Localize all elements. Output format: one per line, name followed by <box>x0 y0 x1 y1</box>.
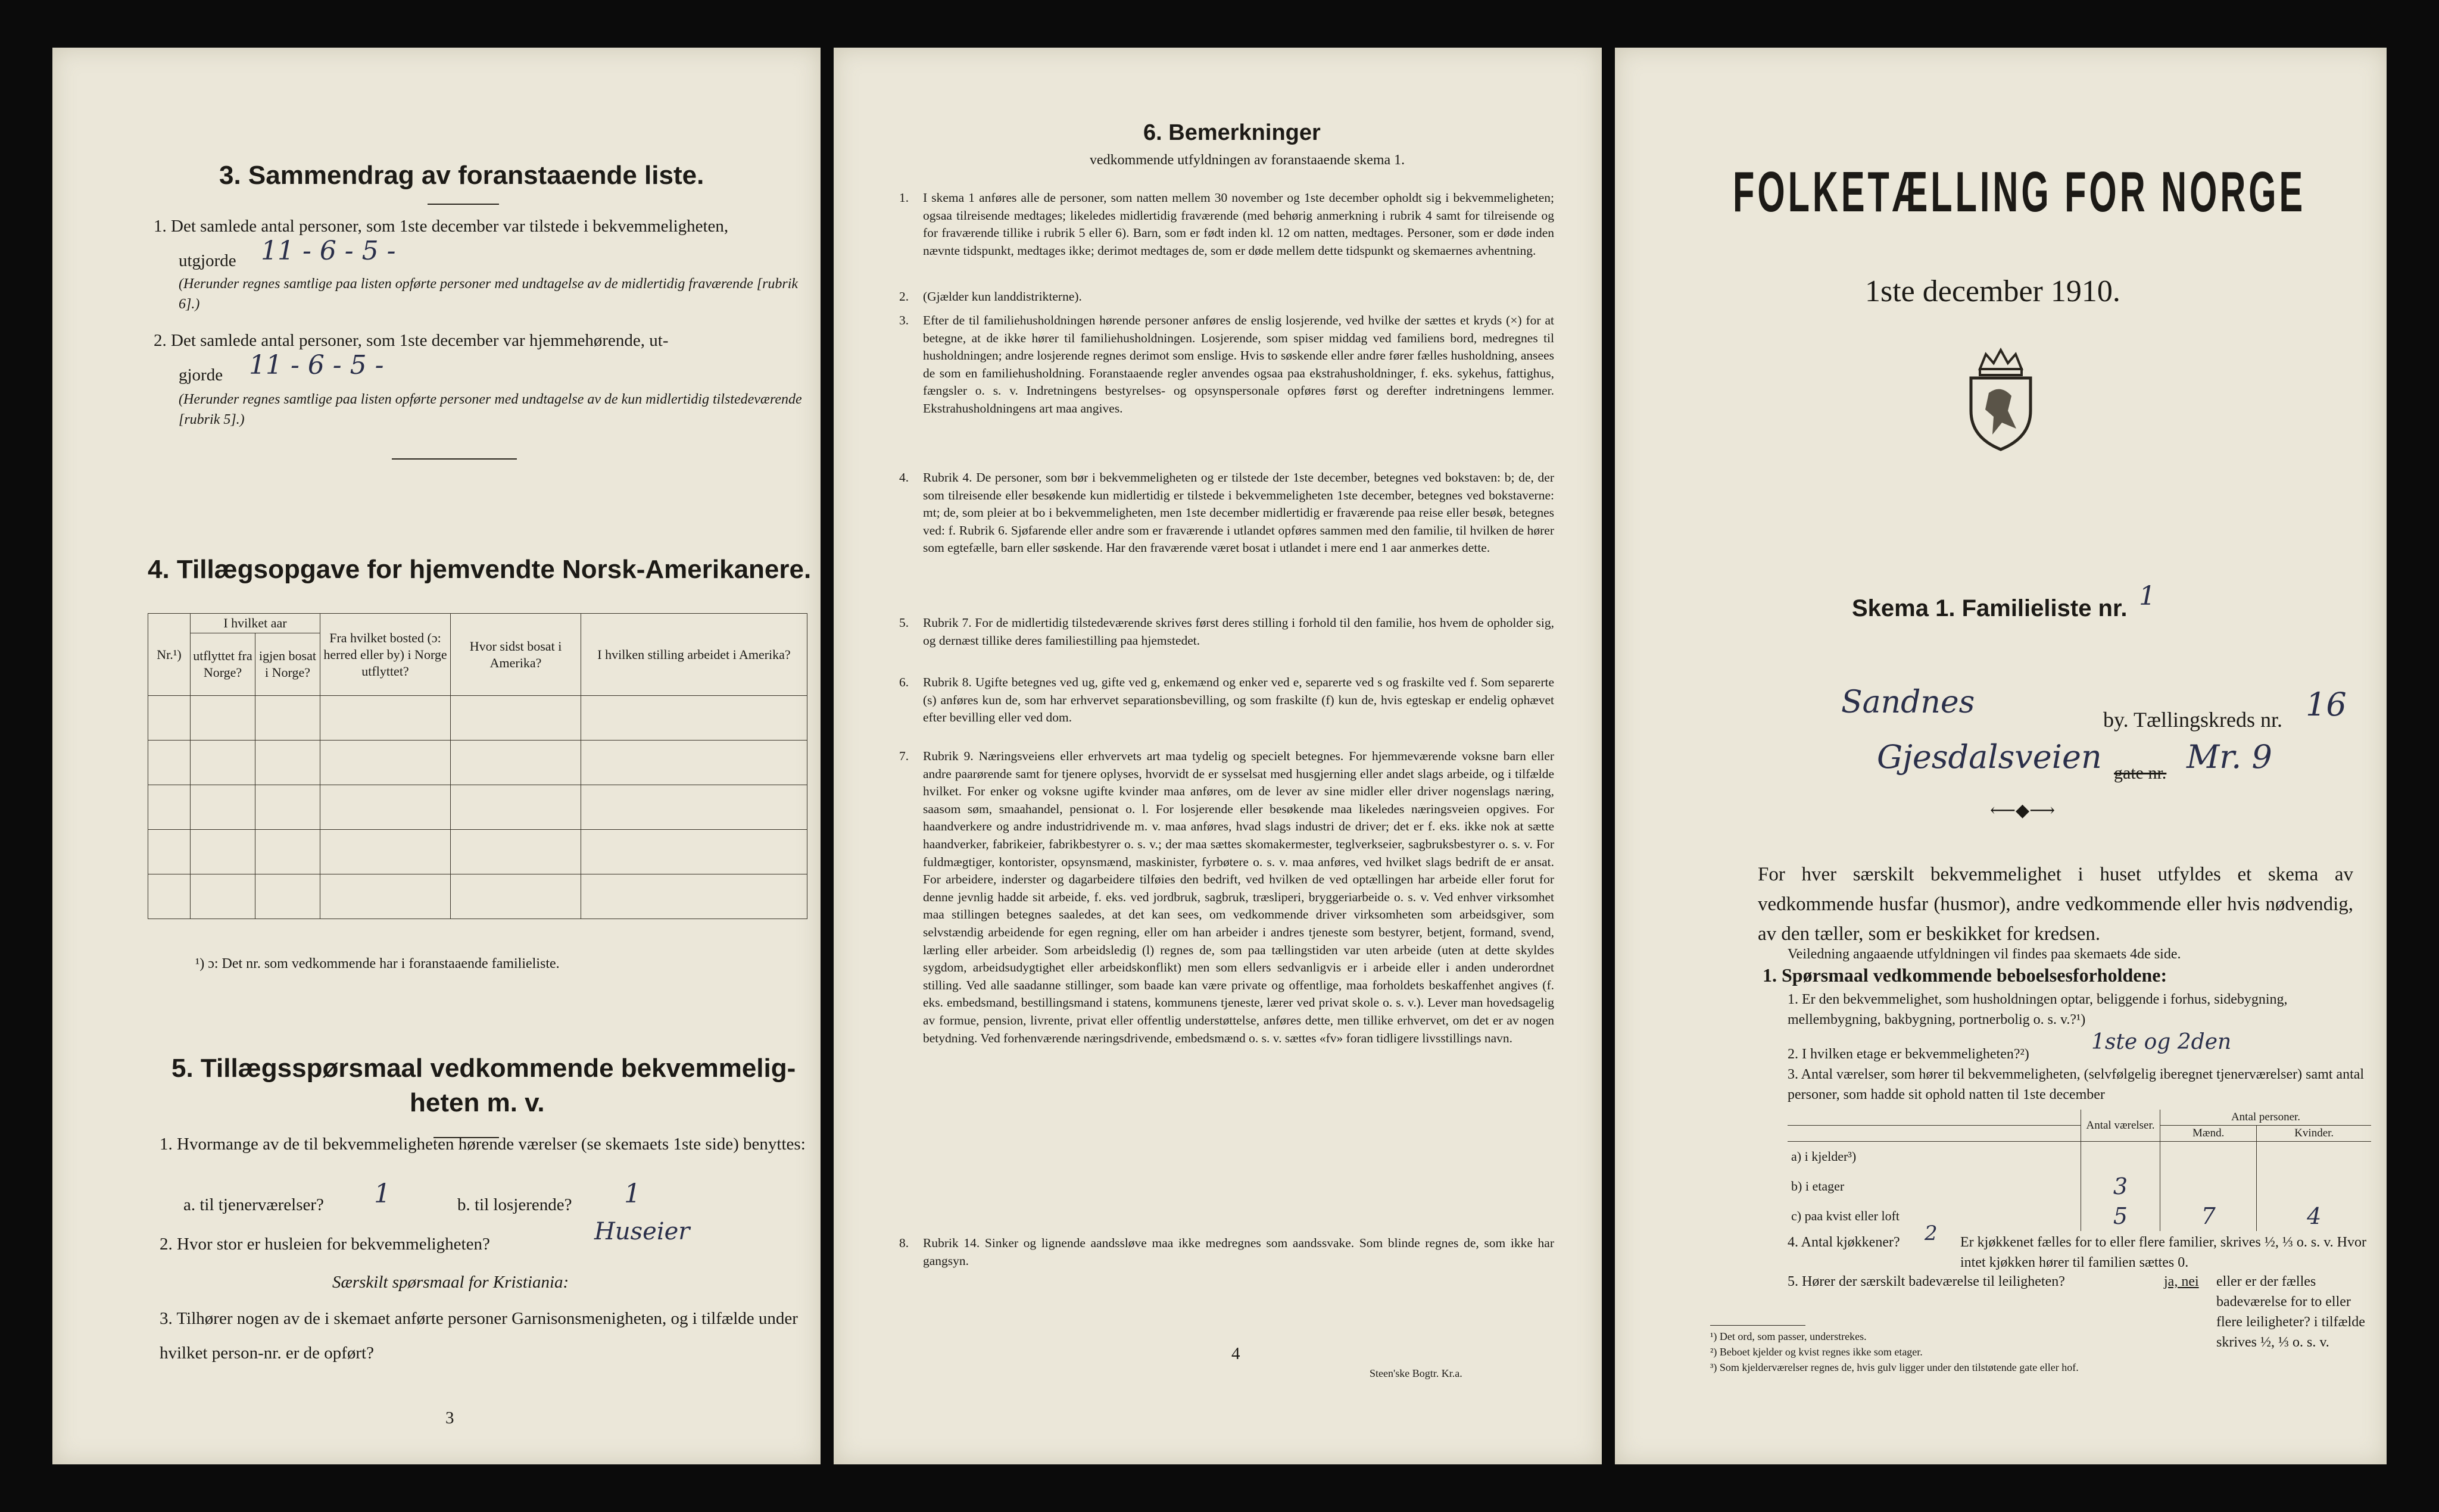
section-3-title: 3. Sammendrag av foranstaaende liste. <box>219 161 704 190</box>
q1-3: 3. Antal værelser, som hører til bekvemmeligheten, (selvfølgelig iberegnet tjenerværelser) samt antal personer, som hadde sit ophold natten til 1ste december <box>1788 1067 2365 1102</box>
h-persons: Antal personer. <box>2160 1110 2372 1126</box>
women-value <box>2257 1142 2371 1172</box>
q1-2: 2. I hvilken etage er bekvemmeligheten?²) <box>1788 1046 2029 1062</box>
q5-1a-value: 1 <box>374 1179 391 1209</box>
footnote-1: ¹) Det ord, som passer, understrekes. <box>1710 1330 1867 1342</box>
footnote-2: ²) Beboet kjelder og kvist regnes ikke som etager. <box>1710 1346 1923 1358</box>
remark-text: Rubrik 8. Ugifte betegnes ved ug, gifte ved g, enkemænd og enker ved e, separerte ved s og fraskilte ved f. Som separerte (s) anføres kun de, som har erhvervet separationsbevilling, og som fraskilte (f) kun de, hvis egteskap er endelig ophævet efter bevilling eller ved dom. <box>923 675 1554 725</box>
remark-number: 6. <box>899 675 909 689</box>
familieliste-nr-value: 1 <box>2139 581 2156 611</box>
remark-text: Rubrik 4. De personer, som bør i bekvemmeligheten og er tilstede der 1ste december, betegnes ved bokstaven: b; de, der som tilreisende eller besøkende kun midlertidig er tilstede i bekvemmeligheten 1ste december, betegnes ved bokstaverne: mt; de, som pleier at bo i bekvemmeligheten, men 1ste december midlertidig er fraværende paa reise eller besøk, betegnes ved: f. Rubrik 6. Sjøfarende eller andre som er fraværende i utlandet opføres sammen med den familie, til hvilken de hører som egtefælle, barn eller søskende. Har den fraværende været bosat i utlandet i mere end 1 aar anmerkes dette. <box>923 470 1554 555</box>
q2-value: 11 - 6 - 5 - <box>249 350 384 380</box>
col-bosat: igjen bosat i Norge? <box>255 633 320 696</box>
remark-item <box>899 288 1554 306</box>
col-utflyttet: utflyttet fra Norge? <box>191 633 255 696</box>
table-row <box>1788 1142 2371 1172</box>
remark-item <box>899 674 1554 727</box>
page-3 <box>52 48 821 1464</box>
q1-heading: 1. Spørsmaal vedkommende beboelsesforholdene: <box>1763 964 2167 986</box>
remark-item <box>899 748 1554 1047</box>
remark-number: 8. <box>899 1236 909 1250</box>
by-value: Sandnes <box>1841 685 1975 720</box>
veiledning: Veiledning angaaende utfyldningen vil findes paa skemaets 4de side. <box>1788 946 2181 962</box>
remark-number: 4. <box>899 470 909 485</box>
remark-number: 2. <box>899 289 909 304</box>
q5-2: 2. Hvor stor er husleien for bekvemmeligheten? <box>160 1235 490 1254</box>
men-value: 7 <box>2160 1201 2257 1231</box>
section-5-title-line2: heten m. v. <box>410 1088 545 1117</box>
q5-2-value: Huseier <box>594 1218 690 1245</box>
divider <box>1710 1325 1805 1326</box>
q2-utgjorde: gjorde <box>179 365 223 385</box>
q5-1b-value: 1 <box>624 1179 641 1209</box>
women-value: 4 <box>2257 1201 2371 1231</box>
norwegian-coat-of-arms-icon <box>1959 345 2042 452</box>
sec4-footnote: ¹) ɔ: Det nr. som vedkommende har i foranstaaende familieliste. <box>195 956 560 971</box>
q1-1: 1. Er den bekvemmelighet, som husholdningen optar, beliggende i forhus, sidebygning, mellembygning, bakbygning, portnerbolig o. s. v.?¹) <box>1788 992 2288 1027</box>
row-label: a) i kjelder³) <box>1791 1149 1857 1164</box>
q1-4-value: 2 <box>1925 1222 1938 1245</box>
remark-text: Efter de til familiehusholdningen hørende personer anføres de enslig losjerende, ved hvilke der sættes et kryds (×) for at betegne, at de ikke hører til familiehusholdningen. Losjerende, som spiser middag ved familiens bord, medregnes til husholdningen; andre losjerende regnes derimot som enslige. Hvis to søskende eller andre fører fælles husholdning, ansees de som en familiehusholdning. Foranstaaende regler anvendes ogsaa paa ekstrahusholdninger, f. eks. sykehus, fattighus, fængsler o. s. v. Indretningens bestyrelses- og opsynspersonale opføres først og derefter indretningens lemmer. Ekstrahusholdningens art maa angives. <box>923 313 1554 416</box>
ornament: ⟵◆⟶ <box>1990 801 2056 820</box>
page-number: 3 <box>445 1408 454 1427</box>
remark-number: 5. <box>899 616 909 630</box>
q1-2-value: 1ste og 2den <box>2091 1030 2232 1054</box>
rooms-value: 5 <box>2081 1201 2160 1231</box>
page-number: 4 <box>1231 1344 1240 1363</box>
section-5-title-line1: 5. Tillægsspørsmaal vedkommende bekvemmelig- <box>171 1054 796 1083</box>
census-date: 1ste december 1910. <box>1865 274 2120 308</box>
q5-1: 1. Hvormange av de til bekvemmeligheten hørende værelser (se skemaets 1ste side) benyttes: <box>160 1135 806 1154</box>
table-row <box>148 785 807 830</box>
gate-label: gate nr. <box>2114 763 2167 783</box>
intro-text: For hver særskilt bekvemmelighet i huset utfyldes et skema av vedkommende husfar (husmor), andre vedkommende eller hvis nødvendig, av den tæller, som er beskikket for kredsen. <box>1758 864 2353 945</box>
remark-number: 7. <box>899 749 909 763</box>
col-nr: Nr.¹) <box>148 614 191 696</box>
gate-nr-value: Mr. 9 <box>2187 738 2272 776</box>
table-row <box>148 874 807 919</box>
q1-5-value: ja, nei <box>2164 1274 2199 1289</box>
table-row <box>148 696 807 741</box>
bemerkninger-subtitle: vedkommende utfyldningen av foranstaaende skema 1. <box>1090 152 1405 168</box>
q2-note: (Herunder regnes samtlige paa listen opførte personer med undtagelse av de kun midlertidig tilstedeværende [rubrik 5].) <box>179 392 802 427</box>
bemerkninger-title: 6. Bemerkninger <box>1143 120 1321 145</box>
remark-text: (Gjælder kun landdistrikterne). <box>923 289 1082 304</box>
col-group: I hvilket aar <box>191 614 320 633</box>
rooms-persons-table <box>1788 1110 2371 1231</box>
remark-text: Rubrik 7. For de midlertidig tilstedeværende skrives først deres stilling i forhold til den familie, hos hvem de opholder sig, og dernæst tillike deres familiestilling paa hjemstedet. <box>923 616 1554 648</box>
men-value <box>2160 1172 2257 1201</box>
q1-5: 5. Hører der særskilt badeværelse til leiligheten? <box>1788 1274 2065 1289</box>
row-label: b) i etager <box>1791 1179 1845 1194</box>
q1-note: (Herunder regnes samtlige paa listen opførte personer med undtagelse av de midlertidig fraværende [rubrik 6].) <box>179 276 799 312</box>
remark-item <box>899 312 1554 418</box>
q5-1a: a. til tjenerværelser? <box>183 1195 324 1214</box>
remark-number: 3. <box>899 313 909 327</box>
col-sidst: Hvor sidst bosat i Amerika? <box>451 614 581 696</box>
remark-text: Rubrik 14. Sinker og lignende aandssløve maa ikke medregnes som aandssvake. Som blinde regnes de, som ikke har gangsyn. <box>923 1236 1554 1268</box>
women-value <box>2257 1172 2371 1201</box>
q5-1b: b. til losjerende? <box>457 1195 572 1214</box>
remark-text: I skema 1 anføres alle de personer, som natten mellem 30 november og 1ste december opholdt sig i bekvemmeligheten; ogsaa tilreisende medtages; likeledes midlertidig fraværende (med behørig anmerkning i rubrik 4 samt for tilreisende og for fraværende tillike i rubrik 5 eller 6). Barn, som er født inden kl. 12 om natten, medtages. Personer, som er døde inden nævnte tidspunkt, medtages ikke; derimot medtages de, som er døde mellem dette tidspunkt og skemaernes avhentning. <box>923 190 1554 258</box>
divider <box>392 458 517 460</box>
skema-label: Skema 1. Familieliste nr. <box>1852 595 2128 621</box>
divider <box>428 204 499 205</box>
by-label: by. Tællingskreds nr. <box>2103 708 2283 732</box>
men-value <box>2160 1142 2257 1172</box>
row-label: c) paa kvist eller loft <box>1791 1208 1900 1223</box>
norsk-amerikanere-table <box>148 613 807 919</box>
table-row <box>1788 1201 2371 1231</box>
remark-text: Rubrik 9. Næringsveiens eller erhvervets art maa tydelig og specielt betegnes. For hjemmeværende voksne barn eller andre paarørende samt for tjenere oplyses, hvorvidt de er sysselsat med husgjerning eller andet slags arbeide, og i tilfælde hvilket. For enker og voksne ugifte kvinder maa anføres, om de lever av sine midler eller driver nogenslags næring, saasom søm, smaahandel, pensionat o. l. For losjerende eller besøkende maa likeledes næringsveien opgives. For haandverkere og andre industridrivende m. v. maa anføres, hvad slags industri de driver; det er f. eks. ikke nok at sætte haandverker, fabrikeier, fabrikbestyrer o. s. v.; der maa sættes skomakermester, teglverkseier, sagbruksbestyrer o. s. v. For fuldmægtiger, kontorister, opsynsmænd, maskinister, fyrbøtere o. s. v. maa anføres, ved hvilket slags bedrift de er ansat. For arbeidere, inderster og dagarbeidere tilføies den bedrift, ved hvilken de ved optællingen har arbeide eller forut for denne jevnlig hadde sit arbeide, f. eks. ved jordbruk, sagbruk, træsliperi, bryggeriarbeide o. s. v. Ved enhver virksomhet maa stillingen betegnes saaledes, at det kan sees, om vedkommende driver virksomheten som arbeidsgiver, som selvstændig arbeidende for egen regning, eller om han arbeider i andres tjeneste som bestyrer, betjent, formand, svend, lærling eller arbeider. Som arbeidsledig (l) regnes de, som paa tællingstiden var uten arbeide (uten at dette skyldes sygdom, arbeidsudygtighet eller arbeidskonflikt) men som ellers sedvanligvis er i arbeide eller i anden underordnet stilling. Ved alle saadanne stillinger, som baade kan være private og offentlige, maa forholdets beskaffenhet angives (f. eks. embedsmand, bestillingsmand i statens, kommunens tjeneste, lærer ved privat skole o. s. v.). Lever man hovedsagelig av formue, pension, livrente, privat eller offentlig understøttelse, anføres dette, men tillike erhvervet, om det er av nogen betydning. Ved forhenværende næringsdrivende, embedsmænd o. s. v. sættes «fv» foran tidligere livsstillings navn. <box>923 749 1554 1045</box>
table-row <box>148 741 807 785</box>
remark-item <box>899 614 1554 649</box>
h-rooms: Antal værelser. <box>2081 1110 2160 1142</box>
page-1 <box>1615 48 2387 1464</box>
kristiania-note: Særskilt spørsmaal for Kristiania: <box>332 1273 569 1292</box>
table-row <box>148 830 807 874</box>
q2-text: 2. Det samlede antal personer, som 1ste december var hjemmehørende, ut- <box>154 331 669 350</box>
q1-text: 1. Det samlede antal personer, som 1ste december var tilstede i bekvemmeligheten, <box>154 217 729 236</box>
gate-value: Gjesdalsveien <box>1877 738 2102 776</box>
q1-4: 4. Antal kjøkkener? <box>1788 1235 1900 1250</box>
kreds-value: 16 <box>2306 686 2347 723</box>
footnote-3: ³) Som kjelderværelser regnes de, hvis gulv ligger under den tilstøtende gate eller hof. <box>1710 1361 2079 1373</box>
remark-item <box>899 1235 1554 1270</box>
main-title: FOLKETÆLLING FOR NORGE <box>1733 160 2306 224</box>
page-4 <box>834 48 1602 1464</box>
h-maend: Mænd. <box>2160 1126 2257 1142</box>
remark-item <box>899 189 1554 260</box>
q1-5-rest: eller er der fælles badeværelse for to eller flere leiligheter? i tilfælde skrives ½, ⅓ o. s. v. <box>2216 1274 2365 1350</box>
col-stilling: I hvilken stilling arbeidet i Amerika? <box>581 614 807 696</box>
remark-number: 1. <box>899 190 909 205</box>
rooms-value: 3 <box>2081 1172 2160 1201</box>
q1-utgjorde: utgjorde <box>179 251 236 270</box>
q5-3: 3. Tilhører nogen av de i skemaet anførte personer Garnisonsmenigheten, og i tilfælde under hvilket person-nr. er de opført? <box>160 1309 798 1363</box>
col-fra: Fra hvilket bosted (ɔ: herred eller by) i Norge utflyttet? <box>320 614 451 696</box>
h-kvinder: Kvinder. <box>2257 1126 2371 1142</box>
remark-item <box>899 469 1554 557</box>
rooms-value <box>2081 1142 2160 1172</box>
q1-4-rest: Er kjøkkenet fælles for to eller flere familier, skrives ½, ⅓ o. s. v. Hvor intet kjøkken hører til familien sættes 0. <box>1960 1235 2366 1270</box>
section-4-title: 4. Tillægsopgave for hjemvendte Norsk-Amerikanere. <box>148 555 812 584</box>
table-row <box>1788 1172 2371 1201</box>
q1-value: 11 - 6 - 5 - <box>261 236 396 266</box>
printer-mark: Steen'ske Bogtr. Kr.a. <box>1370 1367 1462 1379</box>
